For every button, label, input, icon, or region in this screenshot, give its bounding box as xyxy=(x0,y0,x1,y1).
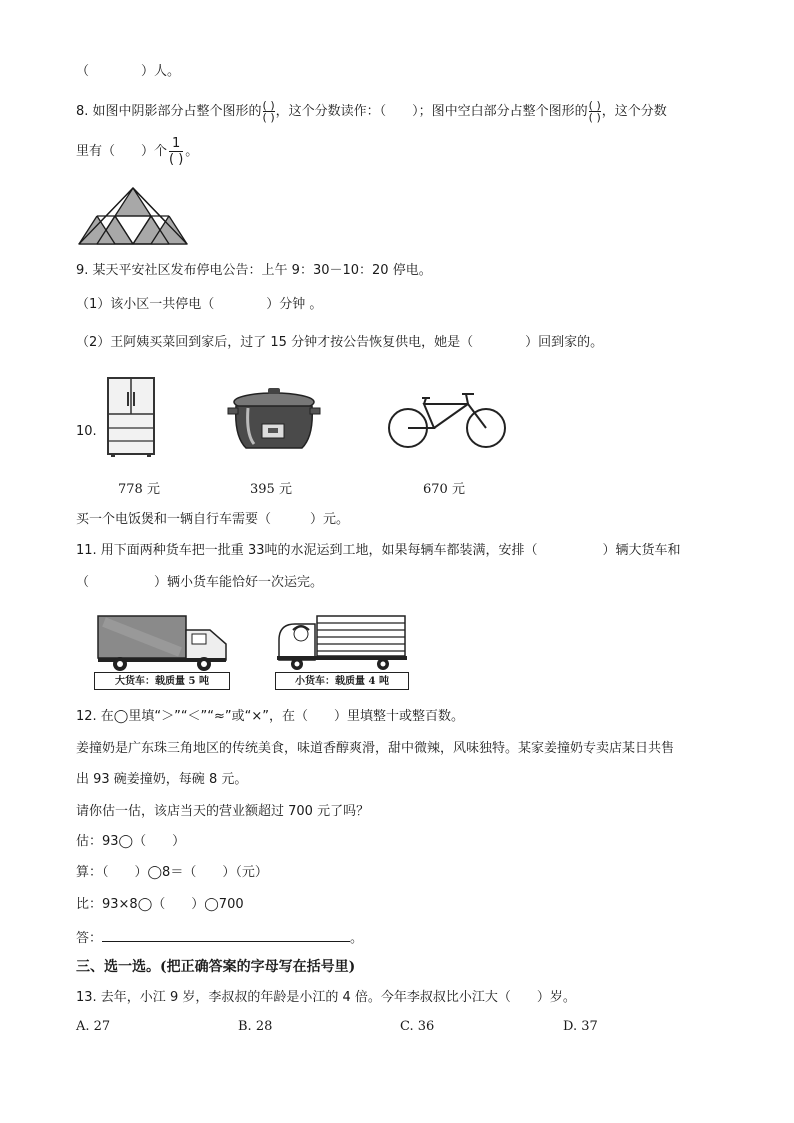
q12-stem: 12. 在◯里填“＞”“＜”“≈”或“×”，在（ ）里填整十或整百数。 xyxy=(76,709,465,724)
q8-text-2: ，这个分数读作：（ ）；图中空白部分占整个图形的 xyxy=(275,104,588,119)
q8-frac-num: ( ) xyxy=(262,99,275,112)
q13-option-d[interactable]: D. 37 xyxy=(563,1019,598,1034)
rice-cooker-icon xyxy=(226,386,322,456)
price-cooker: 395 元 xyxy=(250,482,292,497)
q12-answer-suffix: 。 xyxy=(350,931,364,946)
q13-option-a[interactable]: A. 27 xyxy=(76,1019,111,1034)
q8-text-3: ，这个分数 xyxy=(601,104,667,119)
q10-number: 10. xyxy=(76,424,97,439)
small-truck-label: 小货车：载质量 4 吨 xyxy=(275,672,409,690)
q12-para1: 姜撞奶是广东珠三角地区的传统美食，味道香醇爽滑，甜中微辣，风味独特。某家姜撞奶专卖店某日共售 xyxy=(76,741,675,756)
q13-option-b[interactable]: B. 28 xyxy=(238,1019,273,1034)
q13-stem: 13. 去年，小江 9 岁，李叔叔的年龄是小江的 4 倍。今年李叔叔比小江大（ ）岁。 xyxy=(76,990,576,1005)
small-truck-icon xyxy=(275,612,409,672)
q8-frac2-num: ( ) xyxy=(588,99,601,112)
q8-frac-den: ( ) xyxy=(262,111,275,124)
q12-answer xyxy=(76,927,363,949)
q7-answer-line: （ ）人。 xyxy=(76,64,181,79)
q8-stem xyxy=(76,100,667,123)
q10-question: 买一个电饭煲和一辆自行车需要（ ）元。 xyxy=(76,512,350,527)
q8-unit-den: ( ) xyxy=(169,152,184,167)
q9-stem: 9. 某天平安社区发布停电公告：上午 9：30－10：20 停电。 xyxy=(76,263,432,278)
bicycle-icon xyxy=(386,390,508,450)
section3-title: 三、选一选。(把正确答案的字母写在括号里) xyxy=(76,959,356,975)
q11-line2: （ ）辆小货车能恰好一次运完。 xyxy=(76,575,324,590)
q12-para2: 出 93 碗姜撞奶，每碗 8 元。 xyxy=(76,772,248,787)
q8-unit-fraction xyxy=(169,136,183,167)
price-fridge: 778 元 xyxy=(118,482,160,497)
q8-triangle-figure xyxy=(78,187,188,247)
q12-answer-prefix: 答： xyxy=(76,931,103,946)
big-truck-icon xyxy=(94,612,234,672)
q12-calc: 算：（ ）◯8＝（ ）（元） xyxy=(76,865,268,880)
q8-fraction-blank xyxy=(589,100,601,123)
big-truck-label: 大货车：载质量 5 吨 xyxy=(94,672,230,690)
q8-unit-num: 1 xyxy=(172,136,181,151)
q12-compare: 比：93×8◯（ ）◯700 xyxy=(76,897,244,912)
q11-line1: 11. 用下面两种货车把一批重 33吨的水泥运到工地，如果每辆车都装满，安排（ ）辆大货车和 xyxy=(76,543,681,558)
q13-option-c[interactable]: C. 36 xyxy=(400,1019,435,1034)
q12-answer-blank[interactable] xyxy=(102,927,350,942)
q9-sub1: （1）该小区一共停电（ ）分钟 。 xyxy=(76,297,323,312)
q9-sub2: （2）王阿姨买菜回到家后，过了 15 分钟才按公告恢复供电，她是（ ）回到家的。 xyxy=(76,335,604,350)
q8-frac2-den: ( ) xyxy=(588,111,601,124)
q12-estimate: 估：93◯（ ） xyxy=(76,834,186,849)
q8-text-1: 8. 如图中阴影部分占整个图形的 xyxy=(76,104,262,119)
q8-line2-b: 。 xyxy=(185,144,199,159)
price-bike: 670 元 xyxy=(423,482,465,497)
q12-ask: 请你估一估，该店当天的营业额超过 700 元了吗？ xyxy=(76,804,370,819)
q8-line2-a: 里有（ ）个 xyxy=(76,144,168,159)
fridge-icon xyxy=(106,376,156,458)
q8-line2 xyxy=(76,136,198,167)
q8-fraction-shaded xyxy=(263,100,275,123)
